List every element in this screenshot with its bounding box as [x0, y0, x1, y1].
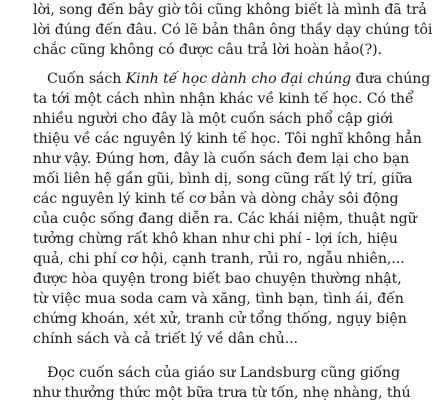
text-line: mối liên hệ gần gũi, bình dị, song cũng rất lý trí, giữa	[33, 171, 413, 187]
text-line: chứng khoán, xét xử, tranh cử tổng thống, ngụy biện	[33, 311, 407, 327]
text-line: quả, chi phí cơ hội, cạnh tranh, rủi ro, ngẫu nhiên,...	[33, 251, 405, 267]
text-line: lời, song đến bây giờ tôi cũng không biết là mình đã trả	[33, 2, 427, 18]
text-line: tưởng chừng rất khô khan như chi phí - lợi ích, hiệu	[33, 231, 398, 247]
text-line: như thưởng thức một bữa trưa từ tốn, nhẹ nhàng, thú	[33, 385, 411, 401]
text-line: ta tới một cách nhìn nhận khác về kinh tế học. Có thể	[33, 91, 414, 107]
text-run: đưa chúng	[351, 71, 431, 87]
text-run: Cuốn sách	[47, 71, 126, 87]
text-line	[47, 69, 430, 89]
text-line: nhiều người cho đây là một cuốn sách phổ cập giới	[33, 111, 393, 127]
text-line: thiệu về các nguyên lý kinh tế học. Tôi nghĩ không hẳn	[33, 131, 422, 147]
text-line: chính sách và cả triết lý về dân chủ...	[33, 331, 298, 347]
text-line: chắc cũng không có được câu trả lời hoàn hảo(?).	[33, 42, 382, 58]
text-line: các nguyên lý kinh tế cơ bản và dòng chảy sôi động	[33, 191, 399, 207]
text-line: Đọc cuốn sách của giáo sư Landsburg cũng giống	[47, 365, 401, 381]
text-line: từ việc mua soda cam và xăng, tình bạn, tình ái, đến	[33, 291, 404, 307]
text-line: được hòa quyện trong biết bao chuyện thường nhật,	[33, 271, 402, 287]
book-title: Kinh tế học dành cho đại chúng	[125, 71, 352, 87]
text-line: như vậy. Đúng hơn, đây là cuốn sách đem lại cho bạn	[33, 151, 410, 167]
text-line: lời đúng đến đâu. Có lẽ bản thân ông thầy dạy chúng tôi	[33, 22, 432, 38]
text-line: của cuộc sống đang diễn ra. Các khái niệm, thuật ngữ	[33, 211, 417, 227]
